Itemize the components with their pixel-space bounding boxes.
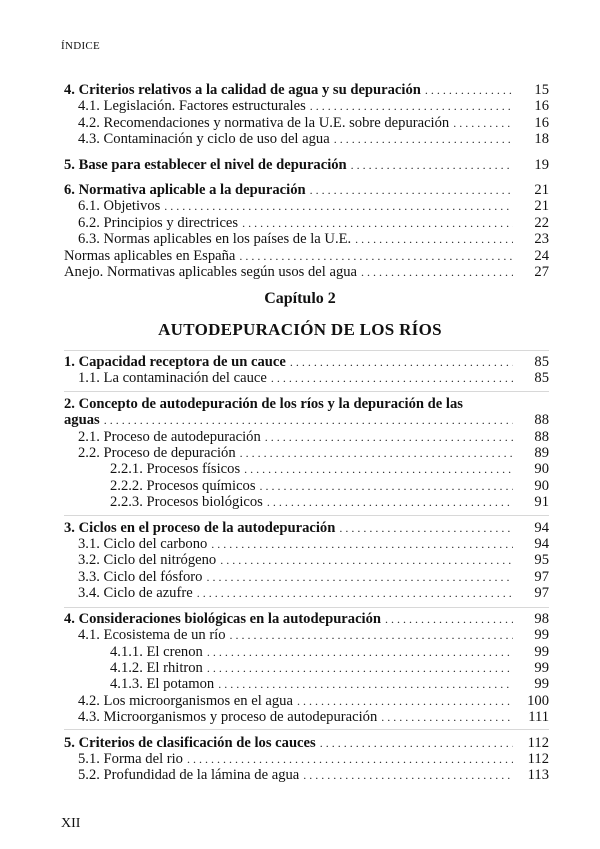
toc-section-1: [64, 354, 549, 387]
toc-entry[interactable]: 4.1.3. El potamon . . . 99: [64, 676, 549, 692]
toc-part2: [64, 354, 549, 793]
toc-entry[interactable]: 2.2.2. Procesos químicos . . . 90: [64, 478, 549, 494]
toc-entry[interactable]: 2.2.1. Procesos físicos . . . 90: [64, 461, 549, 477]
toc-entry[interactable]: 6.3. Normas aplicables en los países de la U.E. . . . 23: [64, 231, 549, 247]
toc-entry[interactable]: 4.1. Ecosistema de un río . . . 99: [64, 627, 549, 643]
toc-entry[interactable]: 5. Criterios de clasificación de los cauces . . . 112: [64, 735, 549, 751]
toc-entry[interactable]: 6.1. Objetivos . . . 21: [64, 198, 549, 214]
toc-entry[interactable]: 3.4. Ciclo de azufre . . . 97: [64, 585, 549, 601]
toc-entry[interactable]: 2.1. Proceso de autodepuración . . . 88: [64, 429, 549, 445]
toc-section-5b: [64, 735, 549, 784]
toc-entry[interactable]: Anejo. Normativas aplicables según usos del agua . . . 27: [64, 264, 549, 280]
toc-section-4b: [64, 611, 549, 726]
toc-section-2: [64, 396, 549, 511]
toc-section-5: [64, 157, 549, 173]
toc-entry[interactable]: 3. Ciclos en el proceso de la autodepuración . . . 94: [64, 520, 549, 536]
toc-entry[interactable]: aguas . . . 88: [64, 412, 549, 428]
toc-entry[interactable]: 4.2. Recomendaciones y normativa de la U.E. sobre depuración . . . 16: [64, 115, 549, 131]
toc-entry[interactable]: 2. Concepto de autodepuración de los ríos y la depuración de las: [64, 395, 463, 412]
chapter-label: Capítulo 2: [264, 290, 336, 307]
toc-part1: [64, 82, 549, 289]
toc-entry[interactable]: 4. Consideraciones biológicas en la autodepuración . . . 98: [64, 611, 549, 627]
toc-entry[interactable]: 1. Capacidad receptora de un cauce . . . 85: [64, 354, 549, 370]
toc-entry[interactable]: 6.2. Principios y directrices . . . 22: [64, 215, 549, 231]
section-divider: [64, 350, 549, 351]
toc-entry[interactable]: 3.3. Ciclo del fósforo . . . 97: [64, 569, 549, 585]
toc-section-6: [64, 182, 549, 280]
toc-entry[interactable]: 4.1.2. El rhitron . . . 99: [64, 660, 549, 676]
toc-entry[interactable]: 4.3. Contaminación y ciclo de uso del agua . . . 18: [64, 131, 549, 147]
toc-entry[interactable]: 4. Criterios relativos a la calidad de agua y su depuración . . . 15: [64, 82, 549, 98]
running-header: ÍNDICE: [61, 40, 101, 52]
toc-entry[interactable]: 4.1.1. El crenon . . . 99: [64, 644, 549, 660]
toc-entry[interactable]: 1.1. La contaminación del cauce . . . 85: [64, 370, 549, 386]
toc-entry[interactable]: 5.2. Profundidad de la lámina de agua . . . 113: [64, 767, 549, 783]
toc-entry[interactable]: 4.2. Los microorganismos en el agua . . . 100: [64, 693, 549, 709]
toc-entry[interactable]: 6. Normativa aplicable a la depuración . . . 21: [64, 182, 549, 198]
toc-entry[interactable]: 2.2.3. Procesos biológicos . . . 91: [64, 494, 549, 510]
page-number: XII: [61, 816, 81, 831]
toc-entry[interactable]: 3.1. Ciclo del carbono . . . 94: [64, 536, 549, 552]
toc-entry[interactable]: Normas aplicables en España . . . 24: [64, 248, 549, 264]
toc-entry[interactable]: 4.3. Microorganismos y proceso de autodepuración . . . 111: [64, 709, 549, 725]
toc-entry[interactable]: 2.2. Proceso de depuración . . . 89: [64, 445, 549, 461]
toc-section-4: [64, 82, 549, 148]
toc-section-3: [64, 520, 549, 602]
toc-entry[interactable]: 5. Base para establecer el nivel de depuración . . . 19: [64, 157, 549, 173]
toc-entry[interactable]: 5.1. Forma del rio . . . 112: [64, 751, 549, 767]
chapter-title: AUTODEPURACIÓN DE LOS RÍOS: [158, 320, 442, 339]
toc-entry[interactable]: 3.2. Ciclo del nitrógeno . . . 95: [64, 552, 549, 568]
toc-entry[interactable]: 4.1. Legislación. Factores estructurales . . . 16: [64, 98, 549, 114]
